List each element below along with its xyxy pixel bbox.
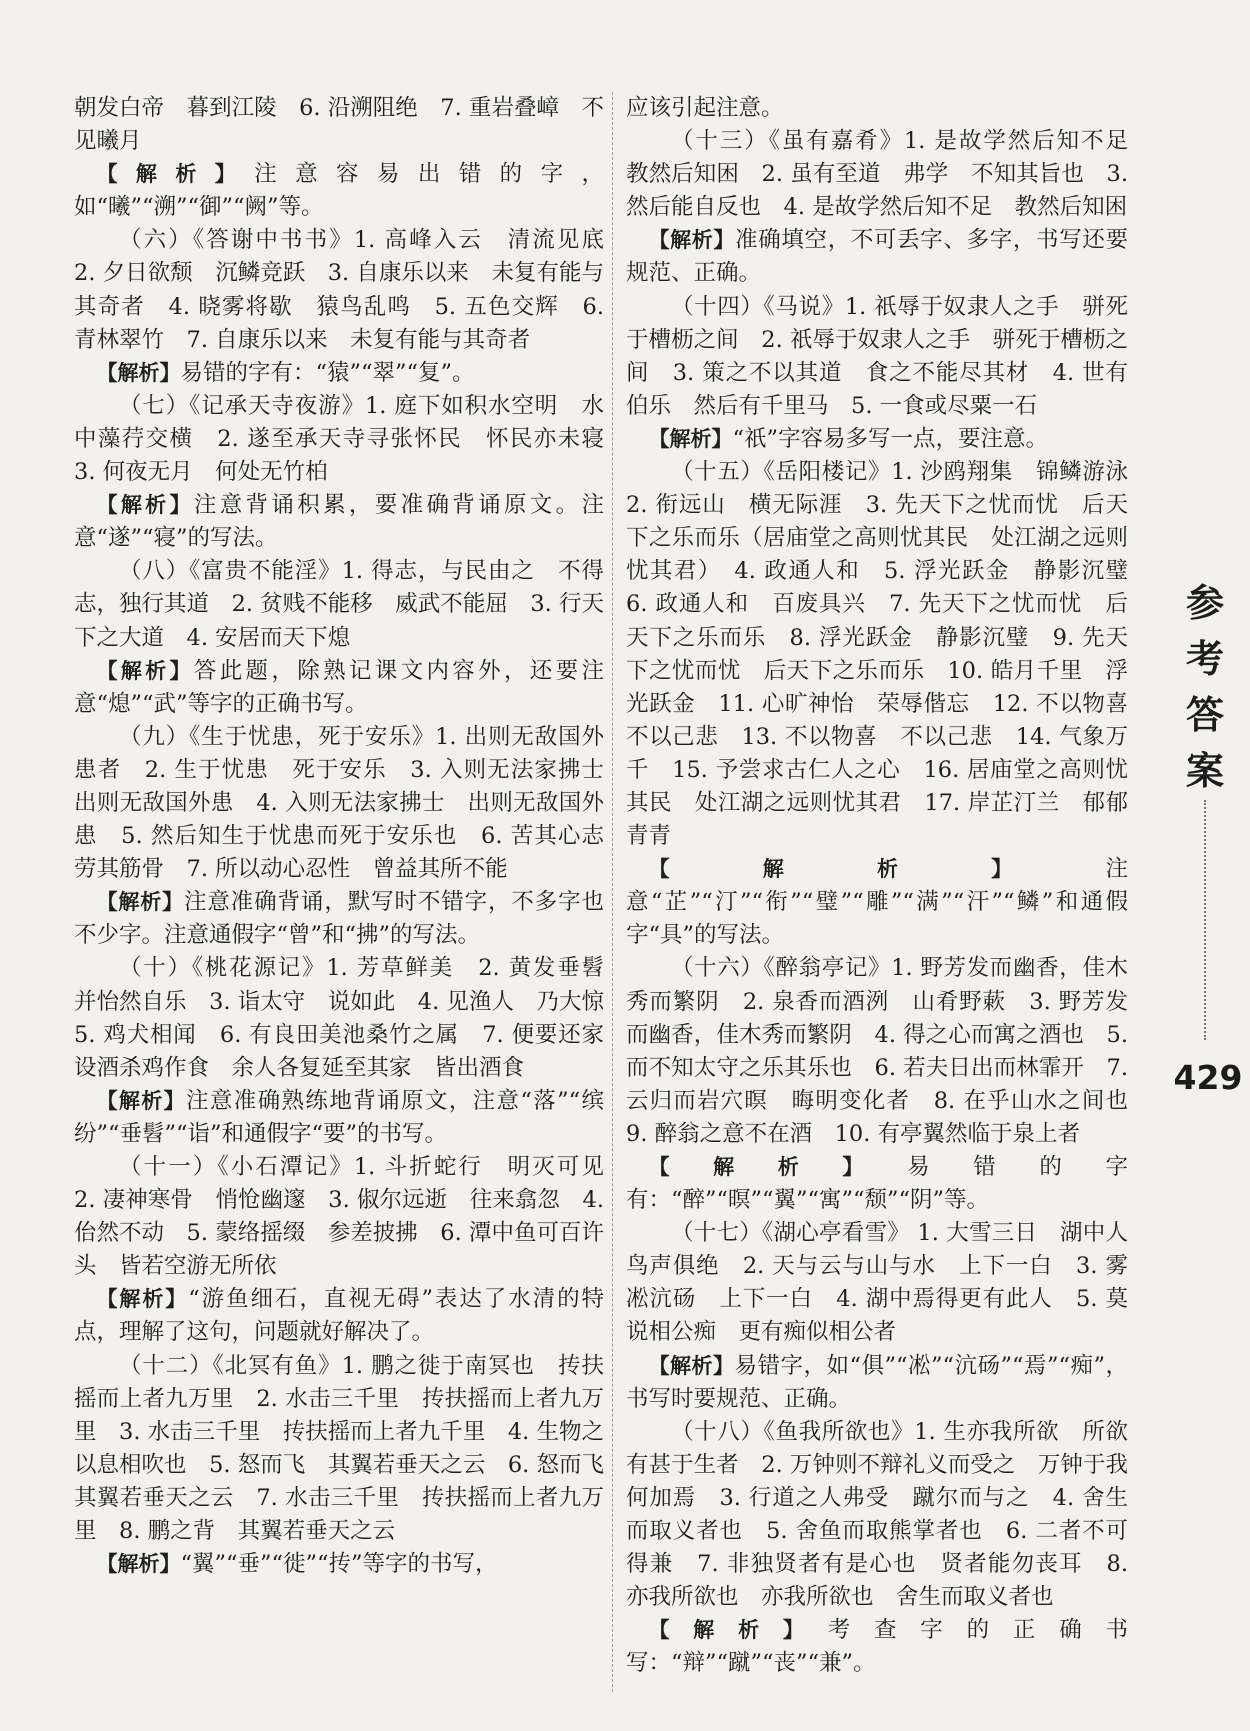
- answer-item: （七）《记承天寺夜游》1. 庭下如积水空明 水中藻荇交横 2. 遂至承天寺寻张怀民 怀民亦未寝 3. 何夜无月 何处无竹柏: [74, 392, 627, 486]
- answer-item: （十七）《湖心亭看雪》 1. 大雪三日 湖中人鸟声俱绝 2. 天与云与山与水 上下一白 3. 雾凇沆砀 上下一白 4. 湖中焉得更有此人 5. 莫说相公痴 更有痴似相公者: [626, 1220, 1128, 1346]
- answer-item: （十六）《醉翁亭记》1. 野芳发而幽香，佳木秀而繁阴 2. 泉香而酒洌 山肴野蔌 3. 野芳发而幽香，佳木秀而繁阴 4. 得之心而寓之酒也 5. 而不知太守之乐其乐也 6. 若夫日出而林霏开 7. 云归而岩穴暝 晦明变化者 8. 在乎山水之间也 9. 醉翁之意不在酒 10. 有亭翼然临于泉上者: [626, 955, 1151, 1147]
- analysis-label: 【解析】: [96, 1088, 187, 1113]
- answer-item: （十三）《虽有嘉肴》1. 是故学然后知不足 教然后知困 2. 虽有至道 弗学 不知其旨也 3. 然后能自反也 4. 是故学然后知不足 教然后知困: [626, 128, 1151, 221]
- analysis-label: 【解析】: [648, 1155, 908, 1179]
- analysis-note: [74, 886, 604, 952]
- analysis-text: 准确填空，不可丢字、多字，书写还要规范、正确。: [626, 227, 1128, 287]
- answer-item: （九）《生于忧患，死于安乐》1. 出则无敌国外患者 2. 生于忧患 死于安乐 3. 入则无法家拂士 出则无敌国外患 4. 入则无法家拂士 出则无敌国外患 5. 然后知生于忧患而死于安乐也 6. 苦其心志 劳其筋骨 7. 所以动心忍性 曾益其所不能: [74, 723, 627, 883]
- left-column: [74, 92, 627, 1581]
- answer-item: （八）《富贵不能淫》1. 得志，与民由之 不得志，独行其道 2. 贫贱不能移 威武不能屈 3. 行天下之大道 4. 安居而天下熄: [74, 558, 604, 651]
- analysis-note: [74, 1283, 604, 1349]
- analysis-label: 【解析】: [648, 228, 736, 253]
- analysis-text: 考查字的正确书写：“辩”“蹴”“丧”“兼”。: [626, 1617, 1128, 1677]
- answer-item: （十二）《北冥有鱼》1. 鹏之徙于南冥也 抟扶摇而上者九万里 2. 水击三千里 抟扶摇而上者九万里 3. 水击三千里 抟扶摇而上者九千里 4. 生物之以息相吹也 5. 怒而飞 其翼若垂天之云 6. 怒而飞 其翼若垂天之云 7. 水击三千里 抟扶摇而上者九万里 8. 鹏之背 其翼若垂天之云: [74, 1352, 627, 1545]
- sidebar-dotted-line: [1204, 800, 1206, 1040]
- analysis-text: “游鱼细石，直视无碍”表达了水清的特点，理解了这句，问题就好解决了。: [74, 1286, 604, 1346]
- answer-item: （十一）《小石潭记》1. 斗折蛇行 明灭可见 2. 凄神寒骨 悄怆幽邃 3. 俶尔远逝 往来翕忽 4. 佁然不动 5. 蒙络摇缀 参差披拂 6. 潭中鱼可百许头 皆若空游无所依: [74, 1154, 627, 1280]
- analysis-text: “祇”字容易多写一点，要注意。: [732, 425, 1049, 452]
- analysis-note: [74, 158, 604, 224]
- analysis-note: [74, 1085, 604, 1151]
- analysis-note: [74, 1548, 604, 1581]
- analysis-text: 答此题，除熟记课文内容外，还要注意“熄”“武”等字的正确书写。: [74, 657, 604, 717]
- analysis-note: [626, 1151, 1128, 1217]
- answer-item: （十四）《马说》1. 祇辱于奴隶人之手 骈死于槽枥之间 2. 祇辱于奴隶人之手 骈死于槽枥之间 3. 策之不以其道 食之不能尽其材 4. 世有伯乐 然后有千里马 5. 一食或尽粟一石: [626, 293, 1128, 419]
- analysis-note: [74, 655, 604, 721]
- analysis-note: [626, 224, 1128, 290]
- analysis-text: 注意背诵积累，要准确背诵原文。注意“遂”“寝”的写法。: [74, 492, 604, 552]
- analysis-label: 【解析】: [96, 162, 255, 187]
- analysis-label: 【解析】: [96, 1287, 189, 1312]
- analysis-text: 注意准确背诵，默写时不错字，不多字也不少字。注意通假字“曾”和“拂”的写法。: [74, 889, 604, 949]
- text-line: 应该引起注意。: [626, 95, 784, 121]
- analysis-label: 【解析】: [648, 426, 733, 451]
- analysis-text: 易错的字有：“猿”“翠”“复”。: [180, 359, 475, 386]
- answer-item: （六）《答谢中书书》1. 高峰入云 清流见底 2. 夕日欲颓 沉鳞竞跃 3. 自康乐以来 未复有能与其奇者 4. 晓雾将歇 猿鸟乱鸣 5. 五色交辉 6. 青林翠竹 7. 自康乐以来 未复有能与其奇者: [74, 227, 627, 353]
- section-title-vertical: [1180, 575, 1230, 799]
- text-line: 朝发白帝 暮到江陵 6. 沿溯阻绝 7. 重岩叠嶂 不见曦月: [74, 95, 604, 155]
- analysis-label: 【解析】: [96, 1552, 181, 1577]
- analysis-label: 【解析】: [96, 658, 194, 683]
- analysis-note: [74, 489, 604, 555]
- analysis-label: 【解析】: [96, 360, 181, 385]
- analysis-text: 注意准确熟练地背诵原文，注意“落”“缤纷”“垂髫”“诣”和通假字“要”的书写。: [74, 1087, 605, 1147]
- analysis-note: [626, 1350, 1128, 1416]
- analysis-text: 易错字，如“俱”“凇”“沆砀”“焉”“痴”，书写时要规范、正确。: [626, 1352, 1129, 1412]
- analysis-label: 【解析】: [96, 890, 185, 915]
- analysis-note: [626, 853, 1128, 952]
- section-title-char: 参: [1185, 581, 1224, 625]
- answer-item: （十八）《鱼我所欲也》1. 生亦我所欲 所欲有甚于生者 2. 万钟则不辩礼义而受之 万钟于我何加焉 3. 行道之人弗受 蹴尔而与之 4. 舍生而取义者也 5. 舍鱼而取熊掌者也 6. 二者不可得兼 7. 非独贤者有是心也 贤者能勿丧耳 8. 亦我所欲也 亦我所欲也 舍生而取义者也: [626, 1418, 1128, 1611]
- section-title-char: 考: [1185, 637, 1224, 681]
- analysis-note: [74, 357, 604, 390]
- analysis-label: 【解析】: [648, 1618, 828, 1643]
- analysis-label: 【解析】: [96, 493, 194, 518]
- section-title-char: 答: [1185, 693, 1224, 737]
- analysis-note: [626, 1614, 1128, 1680]
- right-column: [626, 92, 1151, 1681]
- analysis-text: “翼”“垂”“徙”“抟”等字的书写，: [180, 1551, 498, 1578]
- answer-item: （十）《桃花源记》1. 芳草鲜美 2. 黄发垂髫 并怡然自乐 3. 诣太守 说如此 4. 见渔人 乃大惊 5. 鸡犬相闻 6. 有良田美池桑竹之属 7. 便要还家 设酒杀鸡作食 余人各复延至其家 皆出酒食: [74, 955, 627, 1081]
- analysis-text: 易错的字有：“醉”“暝”“翼”“寓”“颓”“阴”等。: [626, 1154, 1128, 1214]
- analysis-text: 注意“芷”“汀”“衔”“璧”“雕”“满”“汗”“鳞”和通假字“具”的写法。: [626, 856, 1128, 949]
- analysis-text: 注意容易出错的字，如“曦”“溯”“御”“阙”等。: [74, 161, 604, 221]
- analysis-label: 【解析】: [648, 857, 1106, 882]
- analysis-label: 【解析】: [648, 1353, 735, 1378]
- page-number: 429: [1173, 1058, 1243, 1097]
- analysis-note: [626, 423, 1128, 456]
- answer-item: （十五）《岳阳楼记》1. 沙鸥翔集 锦鳞游泳 2. 衔远山 横无际涯 3. 先天下之忧而忧 后天下之乐而乐（居庙堂之高则忧其民 处江湖之远则忧其君） 4. 政通人和 5. 浮光跃金 静影沉璧 6. 政通人和 百废具兴 7. 先天下之忧而忧 后天下之乐而乐 8. 浮光跃金 静影沉璧 9. 先天下之忧而忧 后天下之乐而乐 10. 皓月千里 浮光跃金 11. 心旷神怡 荣辱偕忘 12. 不以物喜 不以己悲 13. 不以物喜 不以己悲 14. 气象万千 15. 予尝求古仁人之心 16. 居庙堂之高则忧其民 处江湖之远则忧其君 17. 岸芷汀兰 郁郁青青: [626, 459, 1151, 850]
- section-title-char: 案: [1185, 749, 1224, 793]
